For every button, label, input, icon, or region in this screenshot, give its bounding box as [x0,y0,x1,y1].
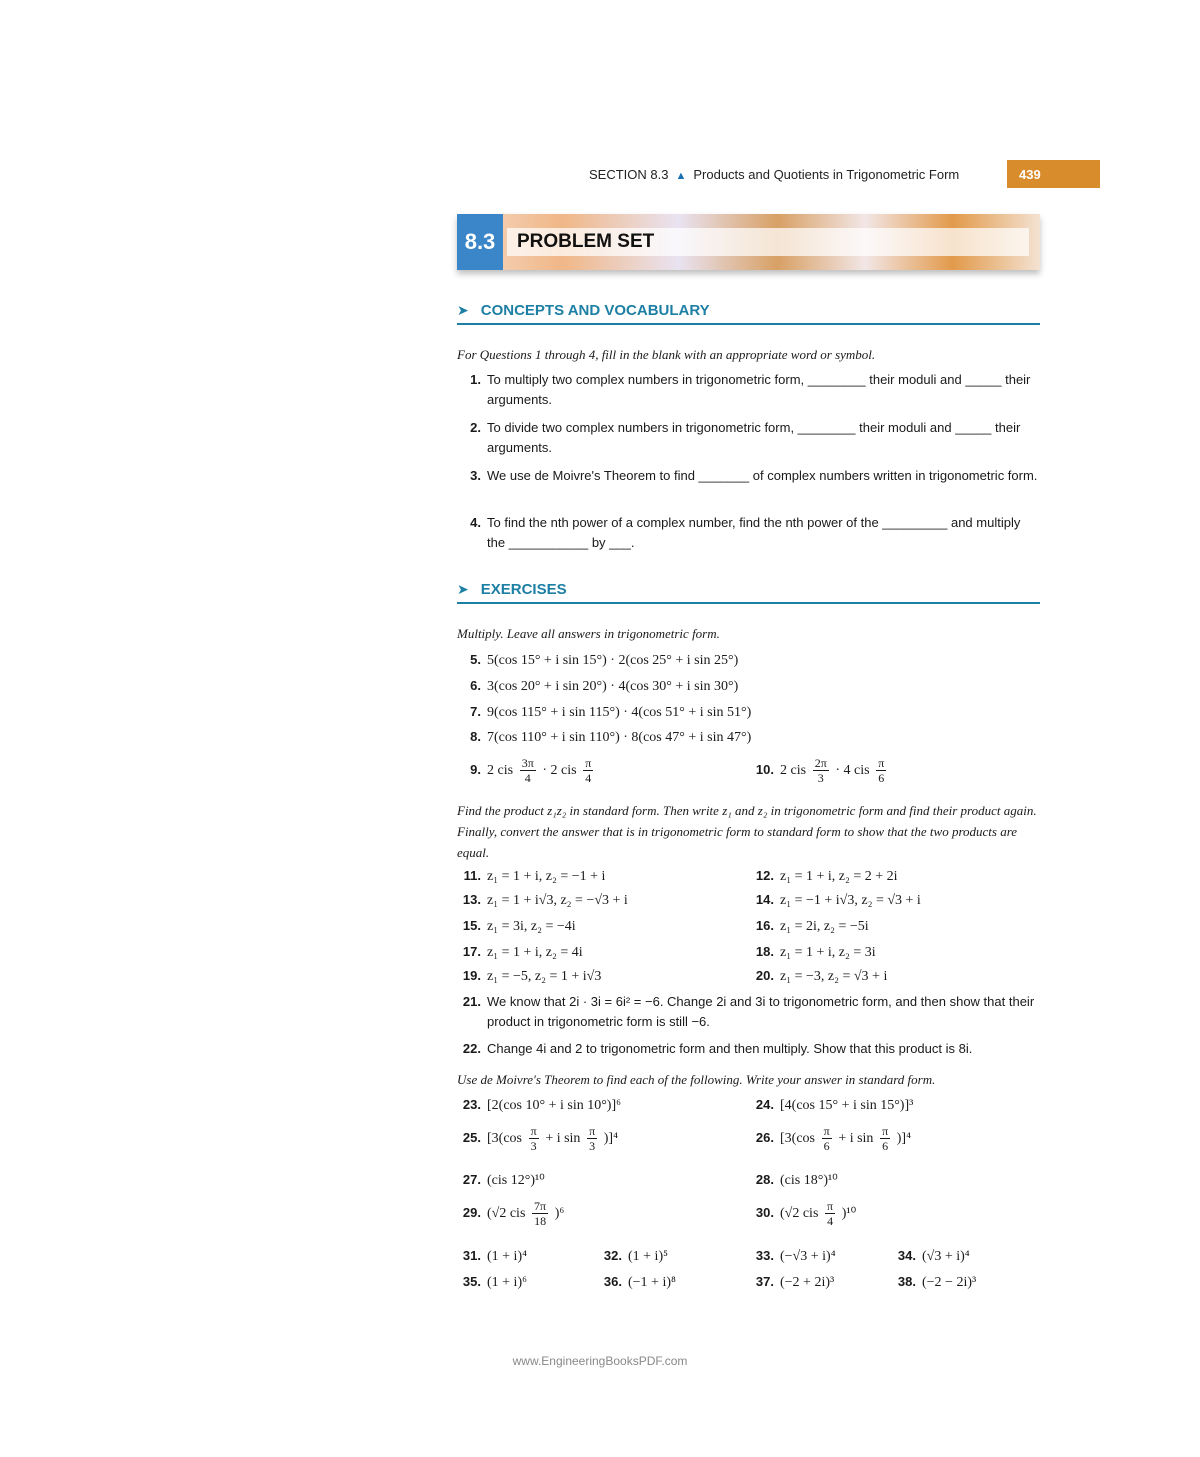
exercise-item: 12. z₁ = 1 + i, z₂ = 2 + 2i [755,868,898,884]
exercise-item: 25. [3(cos $\frac{\pi}{3}$ + i sin $\frac{\pi}{3}$ )]⁴ [462,1124,618,1153]
exercise-item: 24. [4(cos 15° + i sin 15°)]³ [755,1097,914,1113]
exercise-item: 34. (√3 + i)⁴ [897,1248,970,1264]
exercise-item: 28. (cis 18°)¹⁰ [755,1172,838,1188]
fraction: $\frac{\pi}{3}$ [530,1124,537,1153]
fraction: $\frac{\pi}{6}$ [823,1124,830,1153]
exercise-item: 11. z₁ = 1 + i, z₂ = −1 + i [463,868,606,884]
exercise-item: 17. z₁ = 1 + i, z₂ = 4i [462,944,583,960]
question-item: 4. To find the nth power of a complex number, find the nth power of the _________ and multiply the ___________ by ___. [470,515,1021,550]
banner-section-number: 8.3 [457,214,503,270]
exercise-item: 14. z₁ = −1 + i√3, z₂ = √3 + i [755,892,921,908]
exercise-item: 8. 7(cos 110° + i sin 110°) · 8(cos 47° + i sin 47°) [470,729,752,745]
exercise-item: 5. 5(cos 15° + i sin 15°) · 2(cos 25° + i sin 25°) [470,652,739,668]
question-item: 3. We use de Moivre's Theorem to find _______ of complex numbers written in trigonometric form. [470,468,1038,483]
question-item: 1. To multiply two complex numbers in trigonometric form, ________ their moduli and _____ their arguments. [470,372,1031,407]
footer-url: www.EngineeringBooksPDF.com [512,1354,688,1368]
exercise-item: 19. z₁ = −5, z₂ = 1 + i√3 [462,968,602,984]
fraction: $\frac{\pi}{3}$ [589,1124,596,1153]
fraction: $\frac{\pi}{6}$ [882,1124,889,1153]
exercise-item: 13. z₁ = 1 + i√3, z₂ = −√3 + i [462,892,628,908]
fraction: $\frac{\pi}{4}$ [827,1199,834,1228]
arrow-icon: ➤ [457,580,469,597]
exercise-item: 6. 3(cos 20° + i sin 20°) · 4(cos 30° + i sin 30°) [470,678,739,694]
fraction: $\frac{2\pi}{3}$ [814,756,827,785]
exercises-heading-text: EXERCISES [480,580,567,598]
exercises-heading [457,576,1040,604]
fraction: $\frac{\pi}{4}$ [585,756,592,785]
triangle-icon: ▲ [675,169,687,182]
header-title: Products and Quotients in Trigonometric Form [693,166,960,182]
exercise-item: 15. z₁ = 3i, z₂ = −4i [462,918,576,934]
exercise-item: 10. 2 cis $\frac{2\pi}{3}$ · 4 cis $\frac{\pi}{6}$ [755,756,885,785]
exercise-item: 22. Change 4i and 2 to trigonometric form and then multiply. Show that this product is 8i. [462,1041,973,1056]
running-header [589,160,1100,188]
multiply-instruction: Multiply. Leave all answers in trigonometric form. [457,626,720,641]
exercise-item: 27. (cis 12°)¹⁰ [462,1172,545,1188]
exercise-item: 7. 9(cos 115° + i sin 115°) · 4(cos 51° + i sin 51°) [470,704,752,720]
demoivre-instruction: Use de Moivre's Theorem to find each of the following. Write your answer in standard form. [457,1072,936,1087]
product-instruction: Find the product z₁z₂ in standard form. Then write z₁ and z₂ in trigonometric form and find their product again. Finally, convert the answer that is in trigonometric form to standard form to show that the two products are equal. [457,803,1037,860]
concepts-heading-text: CONCEPTS AND VOCABULARY [480,301,710,319]
exercise-item: 18. z₁ = 1 + i, z₂ = 3i [755,944,876,960]
exercise-item: 35. (1 + i)⁶ [462,1274,527,1290]
header-section: SECTION 8.3 [589,166,669,182]
exercise-item: 38. (−2 − 2i)³ [897,1274,977,1290]
problem-set-banner [457,214,1040,270]
fraction: $\frac{7\pi}{18}$ [534,1199,547,1228]
exercise-item: 9. 2 cis $\frac{3\pi}{4}$ · 2 cis $\frac{\pi}{4}$ [470,756,592,785]
concepts-instruction: For Questions 1 through 4, fill in the blank with an appropriate word or symbol. [457,347,876,362]
exercise-item: 26. [3(cos $\frac{\pi}{6}$ + i sin $\frac{\pi}{6}$ )]⁴ [755,1124,911,1153]
arrow-icon: ➤ [457,301,469,318]
exercise-item: 23. [2(cos 10° + i sin 10°)]⁶ [462,1097,622,1113]
concepts-heading [457,297,1040,325]
exercise-item: 37. (−2 + 2i)³ [755,1274,835,1290]
exercise-item: 32. (1 + i)⁵ [603,1248,668,1264]
banner-title: PROBLEM SET [507,228,1029,256]
question-item: 2. To divide two complex numbers in trigonometric form, ________ their moduli and _____ their arguments. [470,420,1021,455]
fraction: $\frac{3\pi}{4}$ [521,756,534,785]
page-number: 439 [1007,160,1100,188]
exercise-item: 33. (−√3 + i)⁴ [755,1248,836,1264]
fraction: $\frac{\pi}{6}$ [878,756,885,785]
exercise-item: 16. z₁ = 2i, z₂ = −5i [755,918,869,934]
exercise-item: 30. (√2 cis $\frac{\pi}{4}$ )¹⁰ [755,1199,857,1228]
exercise-item: 21. We know that 2i · 3i = 6i² = −6. Change 2i and 3i to trigonometric form, and then show that their product in trigonometric form is still −6. [462,994,1035,1029]
exercise-item: 20. z₁ = −3, z₂ = √3 + i [755,968,888,984]
exercise-item: 36. (−1 + i)⁸ [603,1274,676,1290]
exercise-item: 29. (√2 cis $\frac{7\pi}{18}$ )⁶ [462,1199,565,1228]
exercise-item: 31. (1 + i)⁴ [462,1248,527,1264]
